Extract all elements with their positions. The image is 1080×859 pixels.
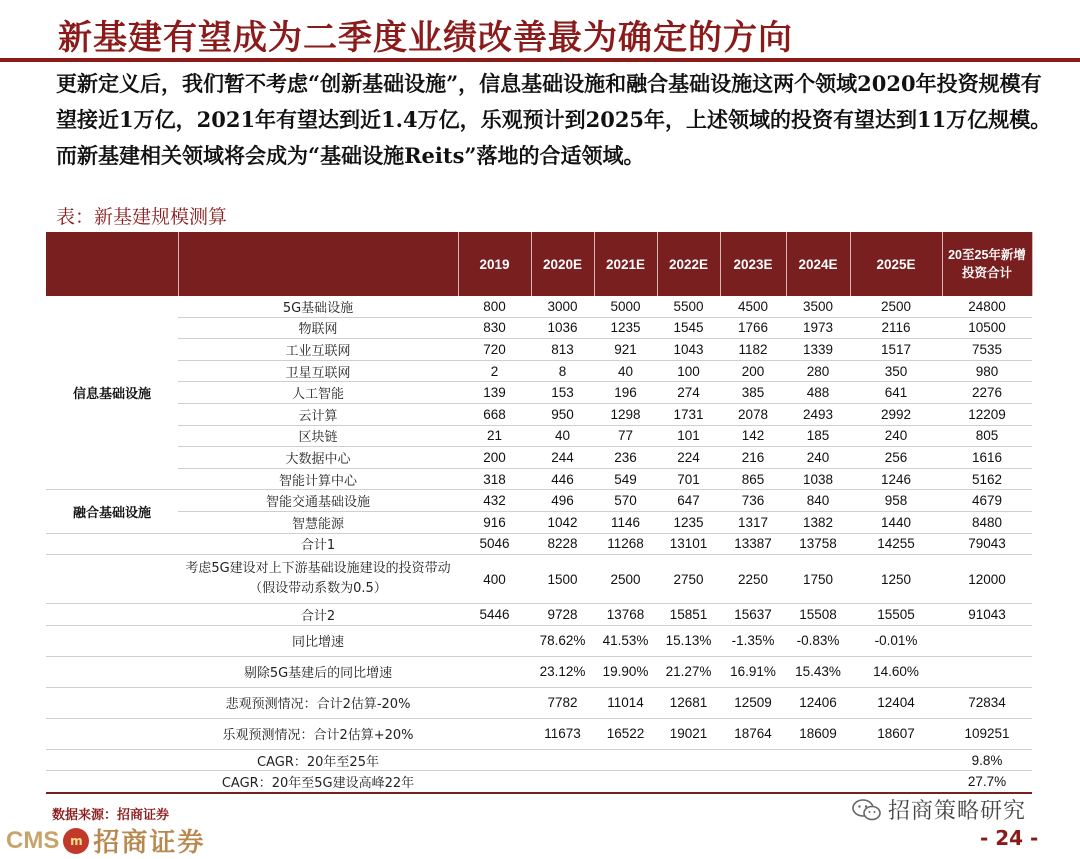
- value-cell: [458, 687, 531, 718]
- value-cell: 916: [458, 511, 531, 533]
- row-label: 合计1: [178, 533, 458, 555]
- value-cell: 13758: [786, 533, 850, 555]
- value-cell: [942, 656, 1032, 687]
- row-label: 智能计算中心: [178, 468, 458, 490]
- table-row: [46, 317, 1032, 339]
- table-row: [46, 403, 1032, 425]
- value-cell: 91043: [942, 604, 1032, 626]
- value-cell: 19.90%: [594, 656, 657, 687]
- value-cell: 274: [657, 382, 720, 404]
- value-cell: 647: [657, 490, 720, 512]
- value-cell: 13101: [657, 533, 720, 555]
- value-cell: 2493: [786, 403, 850, 425]
- value-cell: 41.53%: [594, 625, 657, 656]
- value-cell: 980: [942, 360, 1032, 382]
- table-row: [46, 511, 1032, 533]
- value-cell: 12509: [720, 687, 786, 718]
- table-row: [46, 382, 1032, 404]
- value-cell: 4500: [720, 296, 786, 317]
- value-cell: 27.7%: [942, 771, 1032, 793]
- value-cell: 18764: [720, 718, 786, 749]
- value-cell: 200: [458, 447, 531, 469]
- category-fusion-infrastructure: 融合基础设施: [46, 490, 178, 533]
- value-cell: 1382: [786, 511, 850, 533]
- value-cell: [458, 625, 531, 656]
- value-cell: 1146: [594, 511, 657, 533]
- value-cell: 101: [657, 425, 720, 447]
- value-cell: 19021: [657, 718, 720, 749]
- value-cell: 1036: [531, 317, 594, 339]
- value-cell: 1182: [720, 339, 786, 361]
- value-cell: 385: [720, 382, 786, 404]
- value-cell: 549: [594, 468, 657, 490]
- value-cell: 14255: [850, 533, 942, 555]
- header-cell: 2022E: [657, 232, 720, 296]
- value-cell: 950: [531, 403, 594, 425]
- table-row: [46, 656, 1032, 687]
- table-row: [46, 447, 1032, 469]
- header-cell: 2019: [458, 232, 531, 296]
- logo-chinese: 招商证券: [93, 828, 206, 858]
- row-label: 同比增速: [178, 625, 458, 656]
- value-cell: 800: [458, 296, 531, 317]
- table-row: [46, 468, 1032, 490]
- value-cell: [850, 749, 942, 771]
- value-cell: 15505: [850, 604, 942, 626]
- value-cell: 2078: [720, 403, 786, 425]
- value-cell: [657, 749, 720, 771]
- value-cell: 16.91%: [720, 656, 786, 687]
- value-cell: 1235: [594, 317, 657, 339]
- value-cell: [531, 771, 594, 793]
- logo-latin: CMS: [6, 826, 60, 854]
- value-cell: 15.13%: [657, 625, 720, 656]
- value-cell: 77: [594, 425, 657, 447]
- value-cell: 446: [531, 468, 594, 490]
- value-cell: 100: [657, 360, 720, 382]
- value-cell: 1750: [786, 555, 850, 604]
- header-cell: 2023E: [720, 232, 786, 296]
- row-label: 乐观预测情况：合计2估算+20%: [178, 718, 458, 749]
- table-row: [46, 490, 1032, 512]
- value-cell: [458, 718, 531, 749]
- table-row: [46, 687, 1032, 718]
- data-source: 数据来源：招商证券: [52, 808, 170, 823]
- value-cell: 1731: [657, 403, 720, 425]
- category-info-infrastructure: 信息基础设施: [46, 296, 178, 490]
- row-label: 物联网: [178, 317, 458, 339]
- value-cell: 40: [594, 360, 657, 382]
- table-row: [46, 425, 1032, 447]
- value-cell: 641: [850, 382, 942, 404]
- value-cell: 12000: [942, 555, 1032, 604]
- value-cell: [594, 771, 657, 793]
- value-cell: 2500: [850, 296, 942, 317]
- value-cell: 23.12%: [531, 656, 594, 687]
- row-label: 5G基础设施: [178, 296, 458, 317]
- header-cell: 2024E: [786, 232, 850, 296]
- value-cell: [720, 749, 786, 771]
- value-cell: 1042: [531, 511, 594, 533]
- value-cell: 1339: [786, 339, 850, 361]
- table-row: [46, 360, 1032, 382]
- row-label: CAGR：20年至25年: [178, 749, 458, 771]
- value-cell: 1517: [850, 339, 942, 361]
- value-cell: 8: [531, 360, 594, 382]
- value-cell: 1766: [720, 317, 786, 339]
- row-label: 剔除5G基建后的同比增速: [178, 656, 458, 687]
- empty-category-cell: [46, 625, 178, 656]
- value-cell: 280: [786, 360, 850, 382]
- row-label: 合计2: [178, 604, 458, 626]
- value-cell: 1616: [942, 447, 1032, 469]
- value-cell: 236: [594, 447, 657, 469]
- value-cell: [594, 749, 657, 771]
- value-cell: 240: [786, 447, 850, 469]
- row-label: CAGR：20年至5G建设高峰22年: [178, 771, 458, 793]
- header-cell: 2025E: [850, 232, 942, 296]
- new-infrastructure-table: [46, 232, 1033, 794]
- value-cell: 224: [657, 447, 720, 469]
- value-cell: 830: [458, 317, 531, 339]
- value-cell: 15637: [720, 604, 786, 626]
- value-cell: 813: [531, 339, 594, 361]
- value-cell: 958: [850, 490, 942, 512]
- table-row: [46, 555, 1032, 604]
- value-cell: 668: [458, 403, 531, 425]
- title-divider: [0, 58, 1080, 62]
- row-label: 人工智能: [178, 382, 458, 404]
- value-cell: 11673: [531, 718, 594, 749]
- value-cell: 1250: [850, 555, 942, 604]
- value-cell: 1246: [850, 468, 942, 490]
- row-label: 智能交通基础设施: [178, 490, 458, 512]
- table-row: [46, 718, 1032, 749]
- row-label: 云计算: [178, 403, 458, 425]
- value-cell: 12406: [786, 687, 850, 718]
- value-cell: [458, 656, 531, 687]
- value-cell: 2250: [720, 555, 786, 604]
- header-cell: [46, 232, 178, 296]
- header-cell: [178, 232, 458, 296]
- value-cell: [786, 749, 850, 771]
- value-cell: 1545: [657, 317, 720, 339]
- value-cell: 18607: [850, 718, 942, 749]
- value-cell: 78.62%: [531, 625, 594, 656]
- value-cell: 805: [942, 425, 1032, 447]
- value-cell: 1235: [657, 511, 720, 533]
- row-label: 工业互联网: [178, 339, 458, 361]
- table-row: [46, 604, 1032, 626]
- value-cell: 318: [458, 468, 531, 490]
- value-cell: 865: [720, 468, 786, 490]
- wechat-icon: [852, 799, 882, 821]
- table-row: [46, 339, 1032, 361]
- value-cell: 216: [720, 447, 786, 469]
- value-cell: 40: [531, 425, 594, 447]
- value-cell: 142: [720, 425, 786, 447]
- value-cell: 488: [786, 382, 850, 404]
- value-cell: 7782: [531, 687, 594, 718]
- row-label: 大数据中心: [178, 447, 458, 469]
- table-row: [46, 533, 1032, 555]
- value-cell: 5162: [942, 468, 1032, 490]
- value-cell: 12404: [850, 687, 942, 718]
- value-cell: 5446: [458, 604, 531, 626]
- value-cell: 79043: [942, 533, 1032, 555]
- value-cell: 9.8%: [942, 749, 1032, 771]
- value-cell: 18609: [786, 718, 850, 749]
- value-cell: -0.01%: [850, 625, 942, 656]
- value-cell: 5046: [458, 533, 531, 555]
- value-cell: 2500: [594, 555, 657, 604]
- row-label: 考虑5G建设对上下游基础设施建设的投资带动（假设带动系数为0.5）: [178, 555, 458, 604]
- value-cell: [458, 749, 531, 771]
- value-cell: 350: [850, 360, 942, 382]
- value-cell: 15851: [657, 604, 720, 626]
- wechat-watermark: [852, 794, 1026, 825]
- value-cell: 2116: [850, 317, 942, 339]
- value-cell: 10500: [942, 317, 1032, 339]
- header-cell-total: 20至25年新增投资合计: [942, 232, 1032, 296]
- page-number: - 24 -: [980, 826, 1039, 850]
- value-cell: 72834: [942, 687, 1032, 718]
- value-cell: 1317: [720, 511, 786, 533]
- intro-paragraph: 更新定义后，我们暂不考虑“创新基础设施”，信息基础设施和融合基础设施这两个领域2020年投资规模有望接近1万亿，2021年有望达到近1.4万亿，乐观预计到2025年，上述领域的投资有望达到11万亿规模。而新基建相关领域将会成为“基础设施Reits”落地的合适领域。: [56, 71, 1052, 168]
- value-cell: 3500: [786, 296, 850, 317]
- logo-badge-icon: m: [63, 828, 89, 854]
- value-cell: 21: [458, 425, 531, 447]
- row-label: 智慧能源: [178, 511, 458, 533]
- value-cell: 12209: [942, 403, 1032, 425]
- value-cell: 1440: [850, 511, 942, 533]
- value-cell: 2992: [850, 403, 942, 425]
- value-cell: 1043: [657, 339, 720, 361]
- page-title: 新基建有望成为二季度业绩改善最为确定的方向: [58, 18, 793, 58]
- empty-category-cell: [46, 687, 178, 718]
- value-cell: [720, 771, 786, 793]
- value-cell: 496: [531, 490, 594, 512]
- value-cell: 153: [531, 382, 594, 404]
- value-cell: 9728: [531, 604, 594, 626]
- value-cell: 244: [531, 447, 594, 469]
- value-cell: 200: [720, 360, 786, 382]
- value-cell: 13768: [594, 604, 657, 626]
- value-cell: 109251: [942, 718, 1032, 749]
- value-cell: 1973: [786, 317, 850, 339]
- value-cell: 400: [458, 555, 531, 604]
- value-cell: 21.27%: [657, 656, 720, 687]
- value-cell: 2276: [942, 382, 1032, 404]
- row-label: 区块链: [178, 425, 458, 447]
- value-cell: 701: [657, 468, 720, 490]
- value-cell: 11268: [594, 533, 657, 555]
- value-cell: 921: [594, 339, 657, 361]
- value-cell: 12681: [657, 687, 720, 718]
- value-cell: 8480: [942, 511, 1032, 533]
- value-cell: 196: [594, 382, 657, 404]
- value-cell: 4679: [942, 490, 1032, 512]
- table-row: [46, 749, 1032, 771]
- table-row: [46, 296, 1032, 317]
- value-cell: 1038: [786, 468, 850, 490]
- value-cell: 736: [720, 490, 786, 512]
- cms-logo: [6, 822, 205, 859]
- value-cell: 5000: [594, 296, 657, 317]
- value-cell: 7535: [942, 339, 1032, 361]
- table-header-row: [46, 232, 1032, 296]
- empty-category-cell: [46, 656, 178, 687]
- empty-category-cell: [46, 771, 178, 793]
- value-cell: 24800: [942, 296, 1032, 317]
- value-cell: 840: [786, 490, 850, 512]
- value-cell: [786, 771, 850, 793]
- empty-category-cell: [46, 718, 178, 749]
- value-cell: [942, 625, 1032, 656]
- value-cell: 570: [594, 490, 657, 512]
- table-row: [46, 771, 1032, 793]
- table-caption: 表：新基建规模测算: [56, 206, 228, 228]
- value-cell: 16522: [594, 718, 657, 749]
- value-cell: 14.60%: [850, 656, 942, 687]
- empty-category-cell: [46, 749, 178, 771]
- value-cell: 15508: [786, 604, 850, 626]
- value-cell: [531, 749, 594, 771]
- row-label: 卫星互联网: [178, 360, 458, 382]
- value-cell: 256: [850, 447, 942, 469]
- value-cell: 139: [458, 382, 531, 404]
- value-cell: 1500: [531, 555, 594, 604]
- value-cell: 185: [786, 425, 850, 447]
- row-label: 悲观预测情况：合计2估算-20%: [178, 687, 458, 718]
- value-cell: [458, 771, 531, 793]
- value-cell: 432: [458, 490, 531, 512]
- value-cell: 13387: [720, 533, 786, 555]
- value-cell: 3000: [531, 296, 594, 317]
- table-row: [46, 625, 1032, 656]
- value-cell: -1.35%: [720, 625, 786, 656]
- value-cell: 720: [458, 339, 531, 361]
- value-cell: [657, 771, 720, 793]
- header-cell: 2020E: [531, 232, 594, 296]
- empty-category-cell: [46, 533, 178, 555]
- header-cell: 2021E: [594, 232, 657, 296]
- value-cell: -0.83%: [786, 625, 850, 656]
- value-cell: [850, 771, 942, 793]
- value-cell: 2: [458, 360, 531, 382]
- value-cell: 11014: [594, 687, 657, 718]
- empty-category-cell: [46, 604, 178, 626]
- value-cell: 8228: [531, 533, 594, 555]
- value-cell: 240: [850, 425, 942, 447]
- value-cell: 2750: [657, 555, 720, 604]
- value-cell: 1298: [594, 403, 657, 425]
- value-cell: 15.43%: [786, 656, 850, 687]
- empty-category-cell: [46, 555, 178, 604]
- value-cell: 5500: [657, 296, 720, 317]
- wechat-account-name: 招商策略研究: [888, 799, 1027, 824]
